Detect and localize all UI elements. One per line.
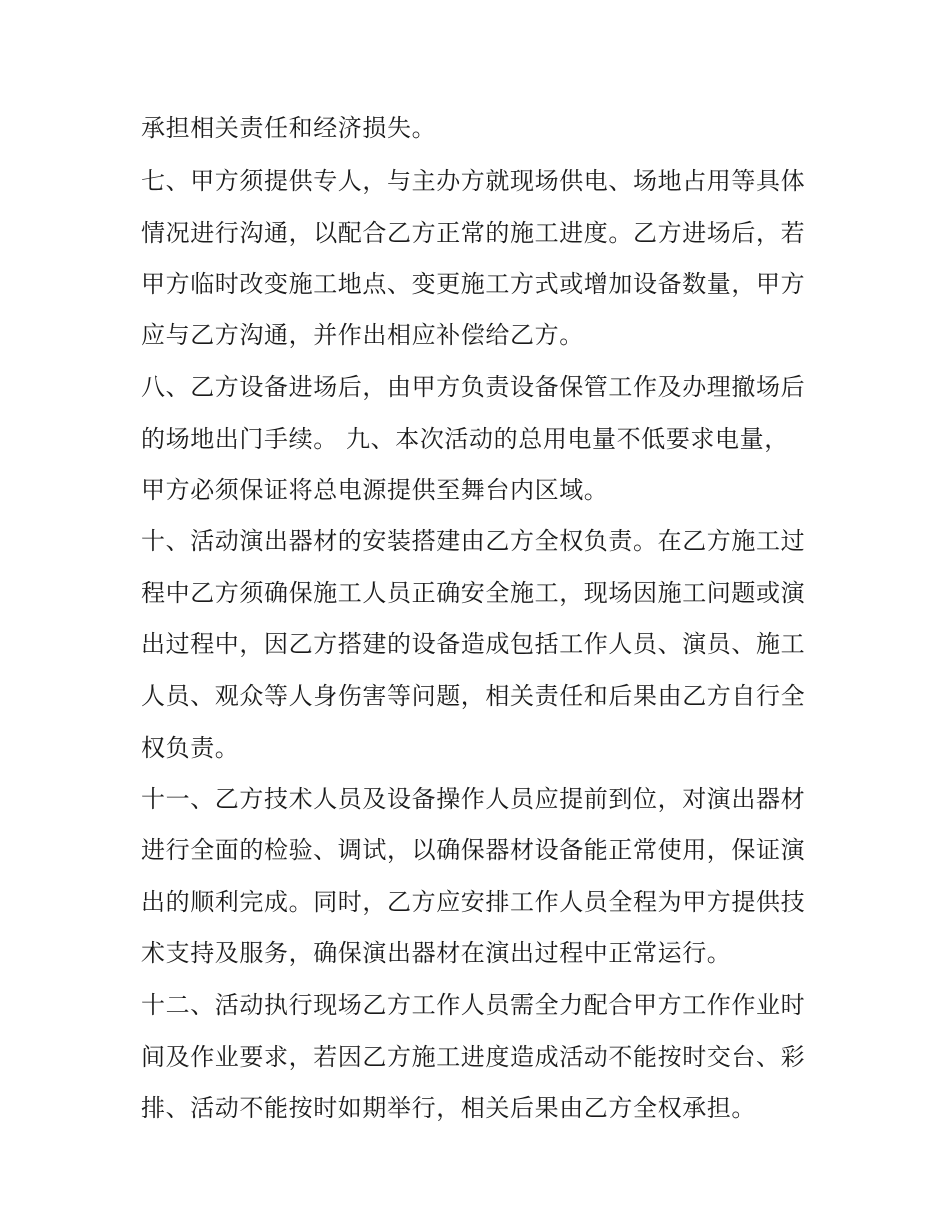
text-line: 十一、乙方技术人员及设备操作人员应提前到位，对演出器材 bbox=[141, 785, 806, 813]
text-line: 应与乙方沟通，并作出相应补偿给乙方。 bbox=[141, 321, 584, 349]
text-line: 间及作业要求，若因乙方施工进度造成活动不能按时交台、彩 bbox=[141, 1043, 806, 1071]
text-line: 甲方临时改变施工地点、变更施工方式或增加设备数量，甲方 bbox=[141, 270, 806, 298]
text-line: 十、活动演出器材的安装搭建由乙方全权负责。在乙方施工过 bbox=[141, 527, 806, 555]
text-line: 人员、观众等人身伤害等问题，相关责任和后果由乙方自行全 bbox=[141, 682, 806, 710]
text-line: 权负责。 bbox=[141, 734, 240, 762]
text-line: 情况进行沟通，以配合乙方正常的施工进度。乙方进场后，若 bbox=[141, 219, 806, 247]
text-line: 出过程中，因乙方搭建的设备造成包括工作人员、演员、施工 bbox=[141, 630, 806, 658]
text-line: 排、活动不能按时如期举行，相关后果由乙方全权承担。 bbox=[141, 1094, 756, 1122]
text-line: 的场地出门手续。 九、本次活动的总用电量不低要求电量， bbox=[141, 425, 789, 453]
text-line: 进行全面的检验、调试，以确保器材设备能正常使用，保证演 bbox=[141, 836, 806, 864]
text-line: 术支持及服务，确保演出器材在演出过程中正常运行。 bbox=[141, 939, 732, 967]
text-line: 十二、活动执行现场乙方工作人员需全力配合甲方工作作业时 bbox=[141, 991, 806, 1019]
text-line: 七、甲方须提供专人，与主办方就现场供电、场地占用等具体 bbox=[141, 167, 806, 195]
text-line: 程中乙方须确保施工人员正确安全施工，现场因施工问题或演 bbox=[141, 579, 806, 607]
text-line: 出的顺利完成。同时，乙方应安排工作人员全程为甲方提供技 bbox=[141, 888, 806, 916]
text-line: 甲方必须保证将总电源提供至舞台内区域。 bbox=[141, 476, 609, 504]
text-line: 承担相关责任和经济损失。 bbox=[141, 114, 437, 142]
text-line: 八、乙方设备进场后，由甲方负责设备保管工作及办理撤场后 bbox=[141, 373, 806, 401]
